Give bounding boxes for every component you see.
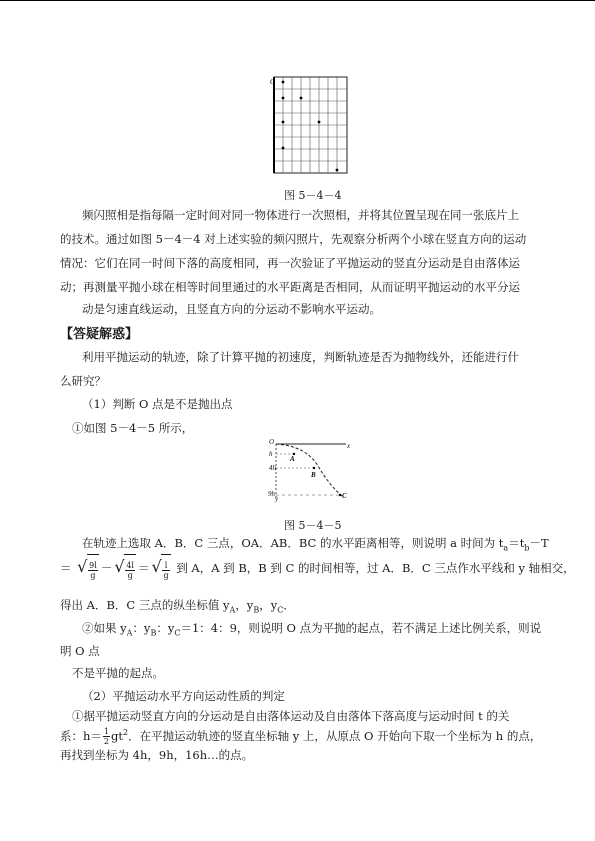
step2-line-1	[82, 621, 562, 640]
body2-equation-line	[60, 553, 575, 585]
step1-line: ①如图 5－4－5 所示，	[72, 421, 194, 435]
sub-C: C	[277, 605, 284, 615]
paragraph1-line-5: 动是匀速直线运动，且竖直方向的分运动不影响水平运动。	[82, 302, 381, 316]
sub-a: a	[503, 543, 509, 553]
sep2: ，y	[259, 598, 278, 612]
fig2-label-x: x	[347, 442, 351, 450]
sqrt3-num: l	[162, 561, 169, 571]
paragraph1-line-3: 情况：它们在同一时间下落的高度相同，再一次验证了平抛运动的竖直分运动是自由落体运	[60, 256, 520, 270]
sqrt1-num: 9l	[89, 561, 97, 570]
step3-line2-b: ．在平抛运动轨迹的竖直坐标轴 y 上，从原点 O 开始向下取一个坐标为 h 的点，	[128, 728, 542, 743]
sqrt2-den: g	[127, 571, 133, 580]
paragraph1-line-1: 频闪照相是指每隔一定时间对同一物体进行一次照相，并将其位置呈现在同一张底片上	[82, 208, 519, 222]
subsection1-title: （1）判断 O 点是不是抛出点	[82, 397, 233, 411]
sqrt-9l-over-g	[77, 554, 99, 585]
subsection2-title: （2）平抛运动水平方向运动性质的判定	[82, 689, 285, 703]
step3-gt: gt	[111, 728, 123, 743]
frac-den: 2	[103, 737, 109, 747]
step3-line2-a: 系：h＝	[60, 728, 102, 743]
sqrt-radical-icon: √	[77, 556, 88, 576]
eq-minus: －	[100, 561, 113, 575]
fig2-label-B: B	[311, 471, 316, 479]
fig2-label-9h: 9h	[268, 490, 275, 498]
step2-line-3: 不是平抛的起点。	[72, 666, 164, 680]
sub-B: B	[253, 605, 260, 615]
body2-line1-text: 在轨迹上选取 A．B．C 三点，OA．AB．BC 的水平距离相等，则说明 a 时间为 t	[82, 536, 504, 550]
sqrt3-den: g	[163, 571, 169, 580]
figure-trajectory	[266, 438, 356, 504]
sub-b: b	[524, 543, 530, 553]
fig2-label-4h: 4h	[269, 464, 276, 472]
step2-text-b: ：y	[132, 621, 151, 635]
sqrt-radical-icon: √	[151, 556, 162, 576]
sub-A: A	[229, 605, 236, 615]
step3-line-1: ①据平抛运动竖直方向的分运动是自由落体运动及自由落体下落高度与运动时间 t 的关	[72, 709, 510, 723]
figure2-caption: 图 5－4－5	[284, 519, 342, 532]
step2-text-d: ＝1：4：9，则说明 O 点为平抛的起点，若不满足上述比例关系，则说	[180, 621, 542, 635]
sqrt2-num: 4l	[126, 561, 134, 570]
question-line-2: 么研究？	[60, 374, 106, 388]
step2-sub-a: A	[126, 628, 133, 638]
figure-strobe-grid	[270, 76, 348, 174]
eq-start: ＝	[60, 561, 72, 575]
body2-line1-end: －T	[529, 536, 549, 550]
paragraph1-line-4: 动；再测量平抛小球在相等时间里通过的水平距离是否相同，从而证明平抛运动的水平分运	[60, 280, 520, 294]
body2-line1-mid: ＝t	[508, 536, 525, 550]
step3-line-2	[60, 720, 540, 749]
section-heading: 【答疑解惑】	[60, 327, 139, 342]
paragraph1-line-2: 的技术。通过如图 5－4－4 对上述实验的频闪照片，先观察分析两个小球在竖直方向的运动	[60, 232, 527, 246]
figure1-origin-label: O	[270, 78, 276, 86]
step2-sub-c: C	[174, 628, 181, 638]
sqrt-l-over-g	[151, 554, 170, 585]
sqrt-radical-icon: √	[114, 556, 125, 576]
figure1-caption: 图 5－4－4	[284, 189, 342, 202]
eq-equals: ＝	[137, 561, 150, 575]
frac-num: 1	[103, 727, 109, 737]
step2-line-2: 明 O 点	[60, 644, 100, 658]
fig2-label-A: A	[290, 455, 295, 463]
step2-sub-b: B	[150, 628, 157, 638]
step3-line-3: 再找到坐标为 4h，9h，16h…的点。	[60, 748, 254, 762]
fig2-label-C: C	[342, 492, 347, 500]
step2-text-a: ②如果 y	[82, 621, 127, 635]
fig2-label-h: h	[269, 450, 273, 458]
sqrt1-den: g	[90, 571, 96, 580]
sqrt-4l-over-g	[114, 554, 136, 585]
page-top-border	[0, 0, 595, 1]
question-line-1: 利用平抛运动的轨迹，除了计算平抛的初速度，判断轨迹是否为抛物线外，还能进行什	[82, 350, 519, 364]
fraction-half	[103, 727, 110, 746]
fig2-label-O: O	[269, 438, 275, 446]
body2-line3-end: ．	[283, 598, 295, 612]
body2-line-3	[60, 598, 540, 617]
body2-line3-start: 得出 A．B．C 三点的纵坐标值 y	[60, 598, 230, 612]
step3-sup: 2	[122, 728, 129, 737]
eq-tail: 到 A，A 到 B，B 到 C 的时间相等，过 A．B．C 三点作水平线和 y 轴相交，	[172, 561, 575, 575]
step2-text-c: ：y	[156, 621, 175, 635]
fig2-label-y: y	[275, 495, 279, 503]
sep1: ，y	[235, 598, 254, 612]
